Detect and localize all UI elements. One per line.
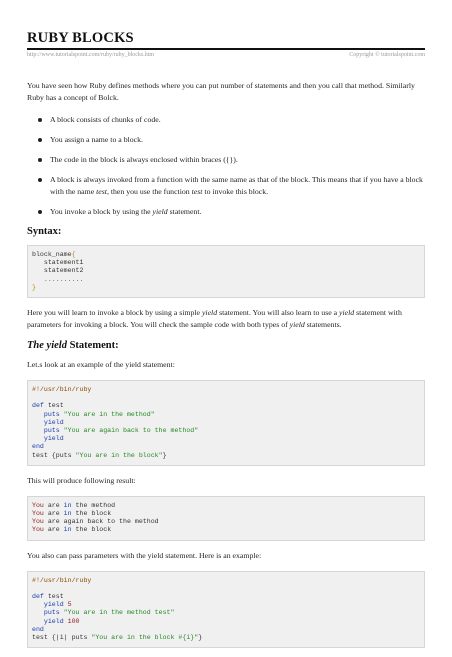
list-item: The code in the block is always enclosed within braces ({}).	[27, 154, 425, 166]
yield-lead-paragraph: Let.s look at an example of the yield statement:	[27, 360, 175, 370]
page-title: RUBY BLOCKS	[27, 30, 134, 46]
block-facts-list	[27, 114, 425, 218]
bullet-icon	[38, 210, 42, 214]
source-url[interactable]: http://www.tutorialspoint.com/ruby/ruby_blocks.htm	[27, 52, 155, 58]
syntax-code-block: block_name{ statement1 statement2 .......... }	[27, 245, 425, 298]
bullet-icon	[38, 158, 42, 162]
params-example-code-block: #!/usr/bin/ruby def test yield 5 puts "You are in the method test" yield 100 end test {|i| puts "You are in the block #{i}"}	[27, 571, 425, 649]
list-item: A block is always invoked from a function with the same name as that of the block. This means that if you have a block with the name test, then you use the function test to invoke this block.	[27, 174, 425, 198]
list-item: You invoke a block by using the yield statement.	[27, 206, 425, 218]
result-lead-paragraph: This will produce following result:	[27, 475, 136, 485]
bullet-icon	[38, 118, 42, 122]
bullet-icon	[38, 178, 42, 182]
bullet-icon	[38, 138, 42, 142]
params-lead-paragraph: You also can pass parameters with the yield statement. Here is an example:	[27, 550, 262, 560]
copyright-notice: Copyright © tutorialspoint.com	[349, 52, 425, 58]
intro-paragraph: You have seen how Ruby defines methods where you can put number of statements and then you call that method. Similarly Ruby has a concept of Bolck.	[27, 81, 415, 102]
output-code-block: You are in the method You are in the block You are again back to the method You are in the block	[27, 496, 425, 541]
article-body	[27, 80, 425, 657]
invoke-paragraph: Here you will learn to invoke a block by using a simple yield statement. You will also learn to use a yield statement with parameters for invoking a block. You will check the sample code with both types of yield statements.	[27, 308, 402, 330]
list-item: A block consists of chunks of code.	[27, 114, 425, 126]
yield-example-code-block: #!/usr/bin/ruby def test puts "You are in the method" yield puts "You are again back to the method" yield end test {puts "You are in the block"}	[27, 380, 425, 466]
yield-statement-heading: The yield Statement:	[27, 340, 119, 352]
syntax-heading: Syntax:	[27, 226, 62, 237]
title-rule	[27, 48, 425, 50]
list-item: You assign a name to a block.	[27, 134, 425, 146]
